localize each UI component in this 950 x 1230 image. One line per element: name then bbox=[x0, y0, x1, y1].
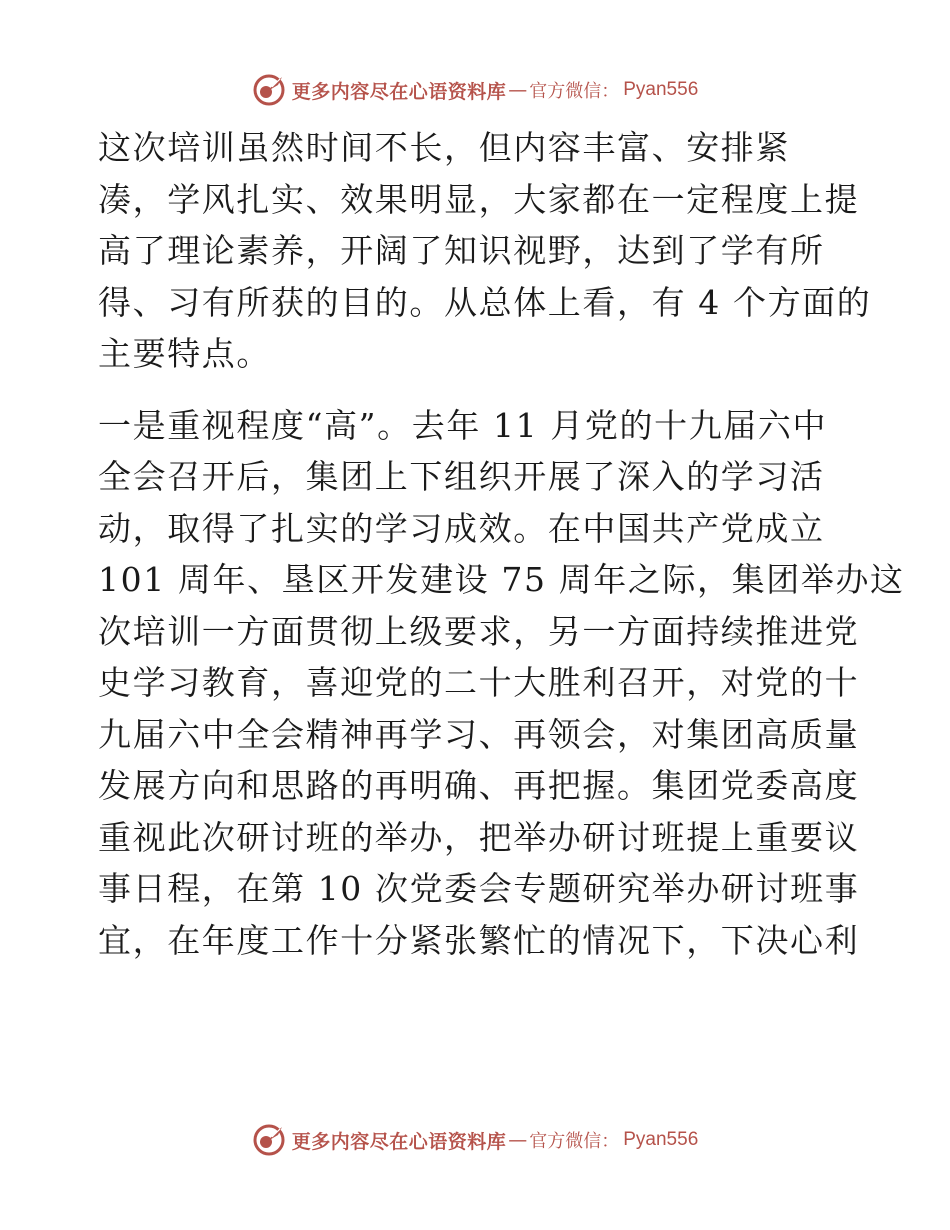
text-line: 宜，在年度工作十分紧张繁忙的情况下，下决心利 bbox=[98, 920, 860, 960]
text-line: 九届六中全会精神再学习、再领会，对集团高质量 bbox=[98, 714, 860, 754]
text-line: 事日程，在第 10 次党委会专题研究举办研讨班事 bbox=[98, 869, 860, 908]
document-body bbox=[98, 122, 905, 966]
header-dash: — bbox=[508, 79, 528, 101]
footer-dash: — bbox=[508, 1129, 528, 1151]
footer-banner bbox=[0, 1120, 950, 1160]
text-line: 凑，学风扎实、效果明显，大家都在一定程度上提 bbox=[98, 179, 860, 219]
header-slogan: 更多内容尽在心语资料库 bbox=[291, 80, 507, 103]
quill-logo-icon bbox=[252, 1123, 286, 1157]
header-wechat-id: Pyan556 bbox=[623, 79, 699, 100]
text-line: 史学习教育，喜迎党的二十大胜利召开，对党的十 bbox=[98, 663, 860, 702]
quill-logo-icon bbox=[252, 73, 286, 107]
text-line: 101 周年、垦区开发建设 75 周年之际，集团举办这 bbox=[98, 560, 905, 599]
text-line: 这次培训虽然时间不长，但内容丰富、安排紧 bbox=[98, 128, 790, 167]
paragraph-gap bbox=[98, 380, 858, 400]
header-wechat-label: 官方微信： bbox=[529, 81, 620, 102]
text-line: 重视此次研讨班的举办，把举办研讨班提上重要议 bbox=[98, 817, 860, 857]
text-line: 主要特点。 bbox=[98, 334, 271, 373]
text-line: 次培训一方面贯彻上级要求，另一方面持续推进党 bbox=[98, 611, 860, 651]
footer-slogan: 更多内容尽在心语资料库 bbox=[291, 1130, 507, 1153]
text-line: 发展方向和思路的再明确、再把握。集团党委高度 bbox=[98, 766, 860, 805]
text-line: 得、习有所获的目的。从总体上看，有 4 个方面的 bbox=[98, 282, 872, 322]
text-line: 动，取得了扎实的学习成效。在中国共产党成立 bbox=[98, 508, 825, 548]
paragraph-2 bbox=[98, 400, 905, 967]
footer-wechat-label: 官方微信： bbox=[529, 1131, 620, 1152]
text-line: 高了理论素养，开阔了知识视野，达到了学有所 bbox=[98, 231, 825, 270]
header-banner bbox=[0, 70, 950, 110]
paragraph-1 bbox=[98, 122, 872, 380]
text-line: 全会召开后，集团上下组织开展了深入的学习活 bbox=[98, 457, 825, 496]
text-line: 一是重视程度“高”。去年 11 月党的十九届六中 bbox=[98, 405, 828, 445]
footer-wechat-id: Pyan556 bbox=[623, 1129, 699, 1150]
